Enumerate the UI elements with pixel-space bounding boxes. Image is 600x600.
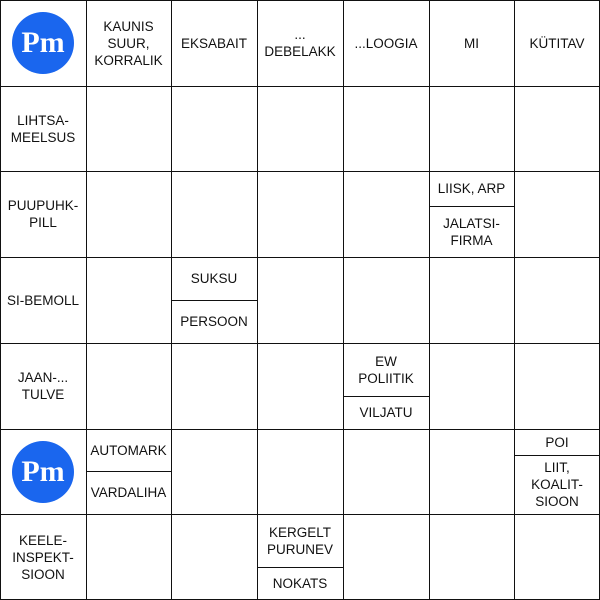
answer-cell[interactable] — [87, 344, 170, 428]
answer-cell[interactable] — [430, 515, 513, 599]
logo-top: Pm — [12, 12, 74, 74]
clue-puupuhkpill: PUUPUHK- PILL — [7, 198, 79, 230]
answer-cell[interactable] — [172, 87, 256, 170]
answer-cell[interactable] — [87, 87, 170, 170]
clue-kaunis: KAUNIS SUUR, KORRALIK — [94, 18, 163, 68]
clue-nokats: NOKATS — [272, 576, 328, 591]
answer-cell[interactable] — [430, 87, 513, 170]
answer-cell[interactable] — [344, 258, 428, 342]
answer-cell[interactable] — [515, 87, 599, 170]
clue-ew-poliitik: EW POLIITIK — [358, 353, 414, 386]
clue-kutitav: KÜTITAV — [529, 35, 585, 51]
clue-loogia: ...LOOGIA — [354, 35, 418, 51]
answer-cell[interactable] — [515, 258, 599, 342]
clue-eksabait: EKSABAIT — [180, 35, 248, 51]
clue-lihtsameelsus: LIHTSA- MEELSUS — [10, 112, 76, 145]
answer-cell[interactable] — [344, 172, 428, 256]
clue-keeleinspektsioon: KEELE- INSPEKT- SIOON — [12, 532, 74, 582]
clue-vardaliha: VARDALIHA — [90, 485, 167, 500]
answer-cell[interactable] — [430, 344, 513, 428]
answer-cell[interactable] — [344, 515, 428, 599]
clue-mi: MI — [464, 35, 479, 51]
clue-persoon: PERSOON — [180, 314, 248, 329]
clue-kergelt-purunev: KERGELT PURUNEV — [266, 524, 333, 557]
clue-debelakk: ... DEBELAKK — [264, 27, 336, 59]
answer-cell[interactable] — [258, 172, 342, 256]
clue-jaan-tulve: JAAN-... TULVE — [17, 370, 69, 402]
answer-cell[interactable] — [172, 430, 256, 513]
answer-cell[interactable] — [258, 87, 342, 170]
answer-cell[interactable] — [430, 258, 513, 342]
answer-cell[interactable] — [430, 430, 513, 513]
answer-cell[interactable] — [87, 172, 170, 256]
answer-cell[interactable] — [344, 87, 428, 170]
answer-cell[interactable] — [87, 515, 170, 599]
answer-cell[interactable] — [258, 258, 342, 342]
answer-cell[interactable] — [87, 258, 170, 342]
answer-cell[interactable] — [258, 430, 342, 513]
clue-suksu: SUKSU — [190, 271, 238, 286]
answer-cell[interactable] — [344, 430, 428, 513]
answer-cell[interactable] — [515, 172, 599, 256]
clue-viljatu: VILJATU — [359, 405, 413, 420]
answer-cell[interactable] — [172, 172, 256, 256]
answer-cell[interactable] — [172, 344, 256, 428]
answer-cell[interactable] — [515, 344, 599, 428]
clue-jalatsifirma: JALATSI- FIRMA — [443, 215, 500, 248]
answer-cell[interactable] — [172, 515, 256, 599]
clue-poi: POI — [545, 434, 569, 450]
answer-cell[interactable] — [258, 344, 342, 428]
logo-bottom: Pm — [12, 441, 74, 503]
clue-liit-koalitsioon: LIIT, KOALIT- SIOON — [531, 460, 583, 509]
clue-automark: AUTOMARK — [90, 442, 167, 458]
answer-cell[interactable] — [515, 515, 599, 599]
clue-liisk-arp: LIISK, ARP — [437, 181, 506, 196]
clue-si-bemoll: SI-BEMOLL — [6, 292, 80, 308]
